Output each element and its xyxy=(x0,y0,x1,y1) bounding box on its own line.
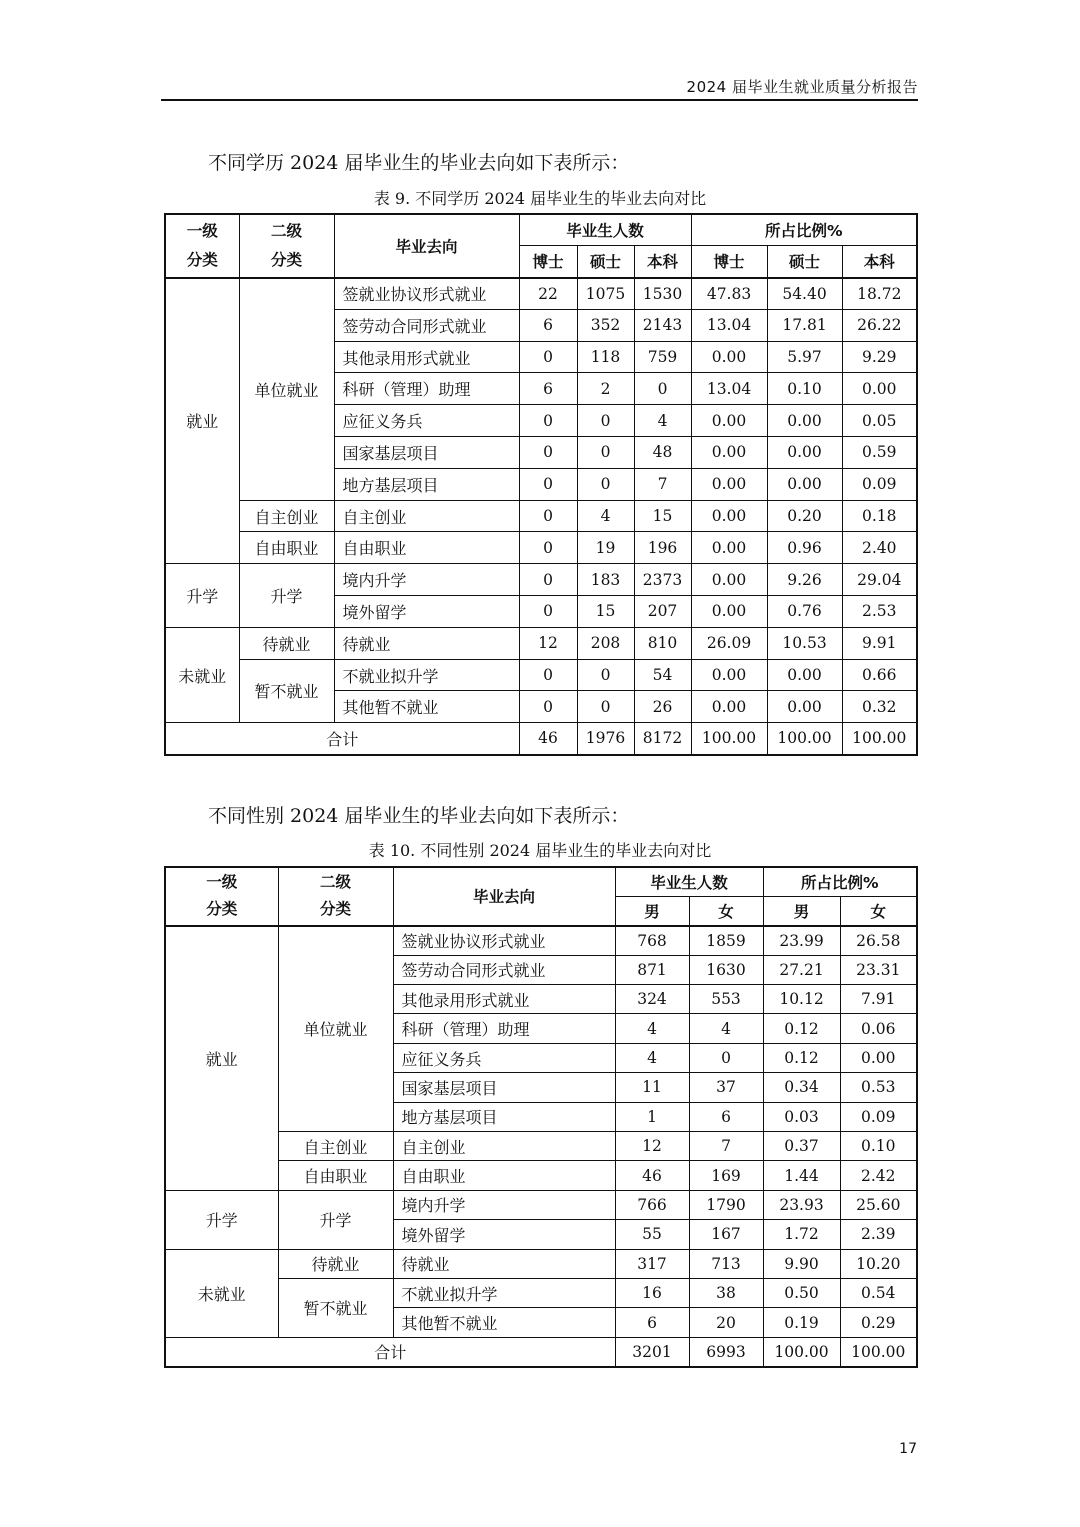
table-cell-value: 12 xyxy=(519,627,577,659)
t9-group-further: 升学 xyxy=(165,564,239,628)
table-cell-value: 13.04 xyxy=(691,373,767,405)
table-cell-value: 0.09 xyxy=(840,1102,917,1131)
table-cell-value: 0.34 xyxy=(763,1073,840,1102)
table-row xyxy=(165,532,917,564)
table10-intro: 不同性别 2024 届毕业生的毕业去向如下表所示： xyxy=(208,805,630,827)
table-cell-value: 0.96 xyxy=(767,532,842,564)
table-cell-destination: 境外留学 xyxy=(334,596,519,628)
t10-group-further-sub: 升学 xyxy=(278,1190,393,1249)
table-cell-value: 47.83 xyxy=(691,278,767,310)
table-cell-value: 4 xyxy=(634,405,691,437)
table-cell-destination: 其他录用形式就业 xyxy=(334,341,519,373)
table-row xyxy=(165,278,917,310)
table-total-value: 46 xyxy=(519,723,577,755)
table-cell-value: 317 xyxy=(615,1249,689,1278)
table-cell-value: 19 xyxy=(577,532,634,564)
t9-group-freelance: 自由职业 xyxy=(239,532,334,564)
table-cell-value: 0.32 xyxy=(842,691,917,723)
t10-total-label: 合计 xyxy=(165,1337,615,1366)
table-cell-destination: 其他录用形式就业 xyxy=(393,985,615,1014)
table-cell-value: 20 xyxy=(689,1308,763,1337)
table-cell-destination: 签就业协议形式就业 xyxy=(334,278,519,310)
table-cell-value: 9.26 xyxy=(767,564,842,596)
t10-head-level2: 二级分类 xyxy=(278,867,393,926)
table9-intro: 不同学历 2024 届毕业生的毕业去向如下表所示： xyxy=(208,152,630,174)
table-cell-value: 1630 xyxy=(689,955,763,984)
table-total-value: 1976 xyxy=(577,723,634,755)
table-cell-value: 2.40 xyxy=(842,532,917,564)
table-total-value: 100.00 xyxy=(767,723,842,755)
t9-group-waiting: 待就业 xyxy=(239,627,334,659)
t10-head-level1: 一级分类 xyxy=(165,867,278,926)
table-cell-value: 23.99 xyxy=(763,926,840,955)
table-cell-value: 768 xyxy=(615,926,689,955)
table-cell-value: 0 xyxy=(519,500,577,532)
table-cell-value: 4 xyxy=(615,1014,689,1043)
table-cell-value: 0 xyxy=(519,468,577,500)
table-cell-value: 46 xyxy=(615,1161,689,1190)
table-row xyxy=(165,1190,917,1219)
table-cell-value: 167 xyxy=(689,1220,763,1249)
table-cell-value: 5.97 xyxy=(767,341,842,373)
table-cell-value: 1.44 xyxy=(763,1161,840,1190)
t10-group-unit: 单位就业 xyxy=(278,926,393,1132)
t10-group-self-start: 自主创业 xyxy=(278,1132,393,1161)
table-cell-value: 0.00 xyxy=(767,405,842,437)
table-cell-value: 1790 xyxy=(689,1190,763,1219)
table-cell-value: 169 xyxy=(689,1161,763,1190)
table-cell-value: 1.72 xyxy=(763,1220,840,1249)
table-cell-value: 10.53 xyxy=(767,627,842,659)
t9-group-employed: 就业 xyxy=(165,278,239,564)
table-cell-value: 0 xyxy=(519,437,577,469)
t9-head-col: 博士 xyxy=(691,246,767,278)
table-cell-value: 759 xyxy=(634,341,691,373)
table-cell-destination: 应征义务兵 xyxy=(393,1043,615,1072)
table-cell-value: 0.00 xyxy=(691,437,767,469)
table-cell-value: 7.91 xyxy=(840,985,917,1014)
table-cell-value: 48 xyxy=(634,437,691,469)
t9-head-dest: 毕业去向 xyxy=(334,214,519,278)
t10-head-col: 男 xyxy=(615,896,689,925)
table-cell-value: 871 xyxy=(615,955,689,984)
table-cell-value: 6 xyxy=(689,1102,763,1131)
table-cell-value: 1075 xyxy=(577,278,634,310)
table-cell-value: 1 xyxy=(615,1102,689,1131)
t9-group-not-yet: 暂不就业 xyxy=(239,659,334,723)
table-cell-value: 15 xyxy=(634,500,691,532)
t9-total-label: 合计 xyxy=(165,723,519,755)
table-cell-value: 0.53 xyxy=(840,1073,917,1102)
table-cell-value: 0 xyxy=(577,468,634,500)
t9-group-self-start: 自主创业 xyxy=(239,500,334,532)
table-cell-value: 0.03 xyxy=(763,1102,840,1131)
table-cell-value: 766 xyxy=(615,1190,689,1219)
table-total-value: 100.00 xyxy=(763,1337,840,1366)
table-cell-value: 18.72 xyxy=(842,278,917,310)
table-cell-destination: 国家基层项目 xyxy=(393,1073,615,1102)
table-cell-value: 25.60 xyxy=(840,1190,917,1219)
table-cell-value: 0.00 xyxy=(691,532,767,564)
table-cell-value: 54 xyxy=(634,659,691,691)
table-cell-value: 16 xyxy=(615,1278,689,1307)
t9-group-further-sub: 升学 xyxy=(239,564,334,628)
table-cell-value: 0 xyxy=(519,659,577,691)
table-cell-value: 38 xyxy=(689,1278,763,1307)
table-cell-value: 0.00 xyxy=(691,500,767,532)
table-cell-value: 553 xyxy=(689,985,763,1014)
table-cell-value: 713 xyxy=(689,1249,763,1278)
table-row xyxy=(165,1132,917,1161)
t9-group-unemployed: 未就业 xyxy=(165,627,239,722)
table-cell-value: 0 xyxy=(519,532,577,564)
table-cell-value: 810 xyxy=(634,627,691,659)
table-cell-destination: 国家基层项目 xyxy=(334,437,519,469)
table-cell-value: 27.21 xyxy=(763,955,840,984)
table-cell-value: 0.00 xyxy=(691,564,767,596)
table-cell-destination: 不就业拟升学 xyxy=(393,1278,615,1307)
table-cell-value: 26.22 xyxy=(842,309,917,341)
table-total-value: 6993 xyxy=(689,1337,763,1366)
table-cell-destination: 境内升学 xyxy=(334,564,519,596)
table-cell-destination: 不就业拟升学 xyxy=(334,659,519,691)
table-cell-value: 118 xyxy=(577,341,634,373)
table-cell-destination: 科研（管理）助理 xyxy=(393,1014,615,1043)
table-cell-value: 9.91 xyxy=(842,627,917,659)
table-cell-value: 26.58 xyxy=(840,926,917,955)
t10-head-col: 女 xyxy=(840,896,917,925)
t10-head-ratio-group: 所占比例% xyxy=(763,867,917,896)
table-cell-value: 0.05 xyxy=(842,405,917,437)
table-cell-value: 11 xyxy=(615,1073,689,1102)
table-cell-value: 0.00 xyxy=(691,468,767,500)
table-cell-value: 183 xyxy=(577,564,634,596)
t9-group-unit: 单位就业 xyxy=(239,278,334,501)
table-cell-value: 0.20 xyxy=(767,500,842,532)
table9 xyxy=(164,213,918,756)
table-cell-destination: 自由职业 xyxy=(393,1161,615,1190)
table-total-value: 100.00 xyxy=(842,723,917,755)
table-cell-value: 26.09 xyxy=(691,627,767,659)
table-cell-value: 0 xyxy=(689,1043,763,1072)
table-cell-value: 2.53 xyxy=(842,596,917,628)
table-cell-value: 6 xyxy=(615,1308,689,1337)
table-cell-value: 17.81 xyxy=(767,309,842,341)
table-cell-destination: 待就业 xyxy=(393,1249,615,1278)
table-cell-value: 0 xyxy=(634,373,691,405)
table-cell-value: 4 xyxy=(689,1014,763,1043)
table-cell-value: 0.09 xyxy=(842,468,917,500)
table-cell-value: 0 xyxy=(519,596,577,628)
table-cell-value: 2.42 xyxy=(840,1161,917,1190)
table-cell-value: 15 xyxy=(577,596,634,628)
table-cell-value: 2373 xyxy=(634,564,691,596)
table-cell-value: 6 xyxy=(519,309,577,341)
table-cell-value: 54.40 xyxy=(767,278,842,310)
table-cell-value: 0.10 xyxy=(767,373,842,405)
table-cell-value: 37 xyxy=(689,1073,763,1102)
table-total-value: 100.00 xyxy=(840,1337,917,1366)
table-cell-value: 12 xyxy=(615,1132,689,1161)
table-cell-destination: 签劳动合同形式就业 xyxy=(393,955,615,984)
t10-group-further: 升学 xyxy=(165,1190,278,1249)
table-cell-value: 0.00 xyxy=(767,437,842,469)
table-cell-destination: 境内升学 xyxy=(393,1190,615,1219)
table-cell-value: 10.12 xyxy=(763,985,840,1014)
table-cell-value: 0.00 xyxy=(691,659,767,691)
table9-caption: 表 9. 不同学历 2024 届毕业生的毕业去向对比 xyxy=(373,189,707,208)
table-cell-value: 2 xyxy=(577,373,634,405)
table10-caption: 表 10. 不同性别 2024 届毕业生的毕业去向对比 xyxy=(368,841,712,860)
table-cell-value: 0 xyxy=(519,341,577,373)
table-cell-value: 0 xyxy=(577,437,634,469)
t9-head-col: 博士 xyxy=(519,246,577,278)
table-cell-value: 7 xyxy=(634,468,691,500)
t9-head-level1: 一级分类 xyxy=(165,214,239,278)
table-cell-value: 0 xyxy=(577,659,634,691)
table-cell-value: 10.20 xyxy=(840,1249,917,1278)
table-cell-value: 0.00 xyxy=(840,1043,917,1072)
table-cell-value: 0.00 xyxy=(842,373,917,405)
table-cell-value: 0.37 xyxy=(763,1132,840,1161)
table-cell-value: 0.18 xyxy=(842,500,917,532)
t9-head-ratio-group: 所占比例% xyxy=(691,214,917,246)
t10-group-not-yet: 暂不就业 xyxy=(278,1278,393,1337)
table-cell-value: 9.90 xyxy=(763,1249,840,1278)
table-cell-value: 0.66 xyxy=(842,659,917,691)
t9-head-level2: 二级分类 xyxy=(239,214,334,278)
table-cell-value: 0.29 xyxy=(840,1308,917,1337)
table-cell-destination: 签就业协议形式就业 xyxy=(393,926,615,955)
table-cell-value: 0.00 xyxy=(767,468,842,500)
table-cell-value: 0.12 xyxy=(763,1014,840,1043)
table-cell-value: 0.00 xyxy=(691,405,767,437)
table-cell-value: 2143 xyxy=(634,309,691,341)
t9-head-col: 硕士 xyxy=(577,246,634,278)
page-number: 17 xyxy=(899,1441,917,1457)
table-cell-value: 0.00 xyxy=(691,341,767,373)
table-cell-destination: 应征义务兵 xyxy=(334,405,519,437)
table-cell-value: 4 xyxy=(615,1043,689,1072)
table-cell-value: 0.59 xyxy=(842,437,917,469)
t9-head-col: 本科 xyxy=(634,246,691,278)
table-cell-value: 0.54 xyxy=(840,1278,917,1307)
t9-head-col: 本科 xyxy=(842,246,917,278)
table-cell-value: 0.19 xyxy=(763,1308,840,1337)
table-cell-value: 2.39 xyxy=(840,1220,917,1249)
table-row xyxy=(165,627,917,659)
table-total-value: 100.00 xyxy=(691,723,767,755)
table-cell-value: 0 xyxy=(519,691,577,723)
table-cell-value: 13.04 xyxy=(691,309,767,341)
t10-head-col: 女 xyxy=(689,896,763,925)
table-total-row xyxy=(165,723,917,755)
table-cell-value: 0.10 xyxy=(840,1132,917,1161)
table-row xyxy=(165,1249,917,1278)
table-cell-value: 0 xyxy=(519,564,577,596)
table-cell-value: 0.12 xyxy=(763,1043,840,1072)
table-cell-value: 0.00 xyxy=(767,691,842,723)
table-cell-destination: 自主创业 xyxy=(334,500,519,532)
table-cell-value: 6 xyxy=(519,373,577,405)
table-cell-destination: 境外留学 xyxy=(393,1220,615,1249)
t9-head-col: 硕士 xyxy=(767,246,842,278)
table-cell-value: 22 xyxy=(519,278,577,310)
table-cell-destination: 签劳动合同形式就业 xyxy=(334,309,519,341)
table-cell-value: 55 xyxy=(615,1220,689,1249)
table-cell-destination: 地方基层项目 xyxy=(393,1102,615,1131)
table-cell-destination: 自主创业 xyxy=(393,1132,615,1161)
table-cell-value: 0.76 xyxy=(767,596,842,628)
table-cell-destination: 自由职业 xyxy=(334,532,519,564)
t10-group-unemployed: 未就业 xyxy=(165,1249,278,1337)
table-cell-destination: 科研（管理）助理 xyxy=(334,373,519,405)
table-cell-value: 1530 xyxy=(634,278,691,310)
table-cell-value: 352 xyxy=(577,309,634,341)
t10-head-col: 男 xyxy=(763,896,840,925)
table-total-value: 3201 xyxy=(615,1337,689,1366)
table-cell-value: 0.50 xyxy=(763,1278,840,1307)
table-cell-value: 29.04 xyxy=(842,564,917,596)
t10-group-waiting: 待就业 xyxy=(278,1249,393,1278)
t10-group-employed: 就业 xyxy=(165,926,278,1191)
table-cell-value: 9.29 xyxy=(842,341,917,373)
table-cell-value: 207 xyxy=(634,596,691,628)
table-row xyxy=(165,1161,917,1190)
header-rule xyxy=(161,99,918,101)
table-total-value: 8172 xyxy=(634,723,691,755)
table-cell-value: 0.00 xyxy=(767,659,842,691)
t10-head-dest: 毕业去向 xyxy=(393,867,615,926)
table-cell-value: 324 xyxy=(615,985,689,1014)
t9-head-count-group: 毕业生人数 xyxy=(519,214,691,246)
table-row xyxy=(165,564,917,596)
table-cell-value: 0.00 xyxy=(691,596,767,628)
table-row xyxy=(165,1278,917,1307)
table-cell-value: 1859 xyxy=(689,926,763,955)
table-cell-value: 208 xyxy=(577,627,634,659)
table-row xyxy=(165,659,917,691)
table-cell-value: 7 xyxy=(689,1132,763,1161)
table-cell-value: 196 xyxy=(634,532,691,564)
table-row xyxy=(165,926,917,955)
table-total-row xyxy=(165,1337,917,1366)
table-cell-value: 26 xyxy=(634,691,691,723)
table-cell-destination: 其他暂不就业 xyxy=(393,1308,615,1337)
header-title: 2024 届毕业生就业质量分析报告 xyxy=(686,78,918,96)
table-cell-value: 4 xyxy=(577,500,634,532)
t10-group-freelance: 自由职业 xyxy=(278,1161,393,1190)
table-cell-value: 23.93 xyxy=(763,1190,840,1219)
table-cell-value: 23.31 xyxy=(840,955,917,984)
table-row xyxy=(165,500,917,532)
table-cell-destination: 其他暂不就业 xyxy=(334,691,519,723)
table-cell-value: 0 xyxy=(519,405,577,437)
table-cell-value: 0 xyxy=(577,405,634,437)
t10-head-count-group: 毕业生人数 xyxy=(615,867,763,896)
table10 xyxy=(164,866,918,1368)
table-cell-value: 0 xyxy=(577,691,634,723)
table-cell-value: 0.06 xyxy=(840,1014,917,1043)
table-cell-destination: 地方基层项目 xyxy=(334,468,519,500)
table-cell-value: 0.00 xyxy=(691,691,767,723)
table-cell-destination: 待就业 xyxy=(334,627,519,659)
